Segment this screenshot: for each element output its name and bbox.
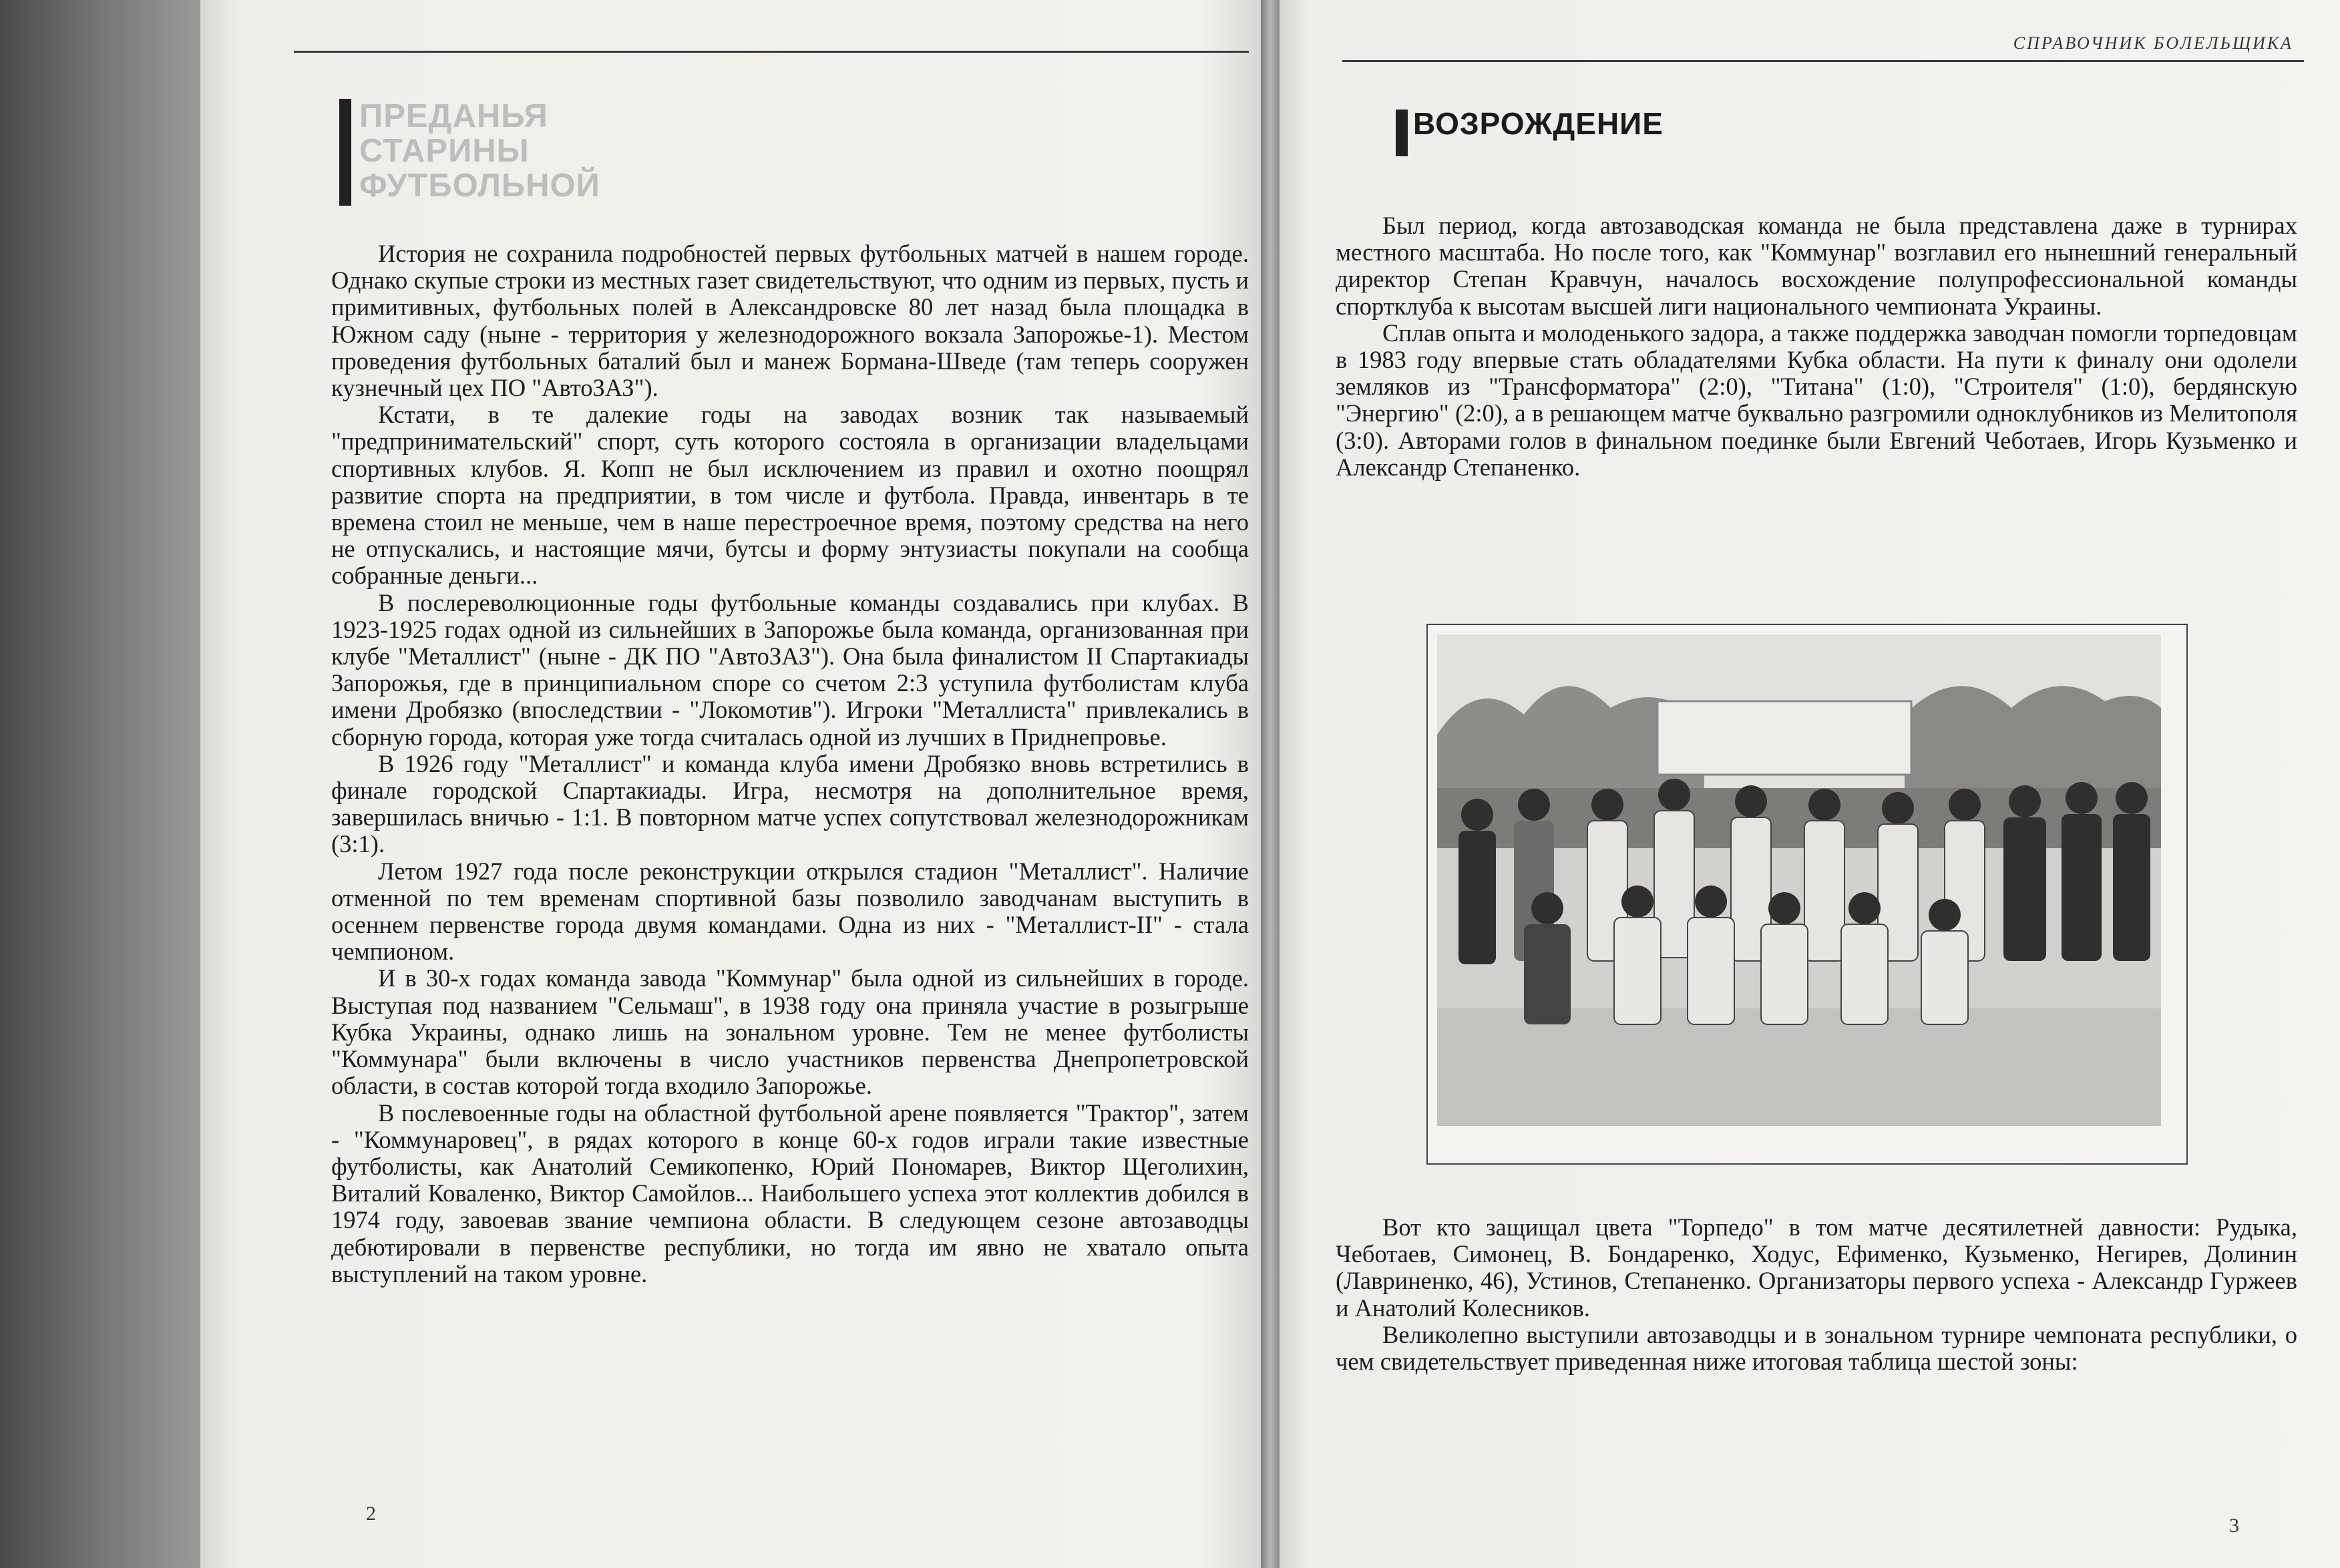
paragraph: Был период, когда автозаводская команда не была представлена даже в турнирах местного масштаба. Но после того, как "Коммунар" возглавил его нынешний генеральный директор Степан Кравчун, началось восхождение полупрофессиональной команды спортклуба к высотам высшей лиги национального чемпионата Украины.: [1336, 212, 2297, 320]
paragraph: В послевоенные годы на областной футбольной арене появляется "Трактор", затем - "Коммунаровец", в рядах которого в конце 60-х годов играли такие известные футболисты, как Анатолий Семикопенко, Юрий Пономарев, Виктор Щеголихин, Виталий Коваленко, Виктор Самойлов... Наибольшего успеха этот коллектив добился в 1974 году, завоевав звание чемпиона области. В следующем сезоне автозаводцы дебютировали в первенстве республики, но тогда им явно не хватало опыта выступлений на таком уровне.: [331, 1099, 1249, 1288]
book-gutter: [1261, 0, 1280, 1568]
paragraph: В послереволюционные годы футбольные команды создавались при клубах. В 1923-1925 годах одной из сильнейших в Запорожье была команда, организованная при клубе "Металлист" (ныне - ДК ПО "АвтоЗАЗ"). Она была финалистом II Спартакиады Запорожья, где в принципиальном споре со счетом 2:3 уступила футболистам клуба имени Дробязко (впоследствии - "Локомотив"). Игроки "Металлиста" привлекались в сборную города, которая уже тогда считалась одной из лучших в Приднепровье.: [331, 588, 1249, 751]
page-number-right: 3: [2229, 1515, 2239, 1537]
team-photo: [1437, 634, 2161, 1126]
paragraph: Великолепно выступили автозаводцы и в зональном турнире чемпоната республики, о чем свидетельствует приведенная ниже итоговая таблица шестой зоны:: [1336, 1320, 2297, 1376]
paragraph: История не сохранила подробностей первых футбольных матчей в нашем городе. Однако скупые строки из местных газет свидетельствуют, что одним из первых, пусть и примитивных, футбольных полей в Александровске 80 лет назад была площадка в Южном саду (ныне - территория у железнодорожного вокзала Запорожье-1). Местом проведения футбольных баталий был и манеж Бормана-Шведе (там теперь сооружен кузнечный цех ПО "АвтоЗАЗ").: [331, 240, 1249, 402]
paragraph: В 1926 году "Металлист" и команда клуба имени Дробязко вновь встретились в финале городской Спартакиады. Игра, несмотря на дополнительное время, завершилась вничью - 1:1. В повторном матче успех сопутствовал железнодорожникам (3:1).: [331, 749, 1249, 858]
paragraph: И в 30-х годах команда завода "Коммунар" была одной из сильнейших в городе. Выступая под названием "Сельмаш", в 1938 году она приняла участие в розыгрыше Кубка Украины, однако лишь на зональном уровне. Тем не менее футболисты "Коммунара" были включены в число участников первенства Днепропетровской области, в состав которой тогда входило Запорожье.: [331, 964, 1249, 1100]
paragraph: Кстати, в те далекие годы на заводах возник так называемый "предпринимательский" спорт, суть которого состояла в организации владельцами спортивных клубов. Я. Копп не был исключением из правил и охотно поощрял развитие спорта на предприятии, в том числе и футбола. Правда, инвентарь в те времена стоил не меньше, чем в наше перестроечное время, поэтому средства на него не отпускались, и настоящие мячи, бутсы и форму энтузиасты покупали на сообща собранные деньги...: [331, 401, 1249, 590]
article-column-right-bottom: [1336, 1214, 2297, 1375]
top-rule-left: [294, 51, 1249, 53]
article-column-left: [331, 240, 1249, 1288]
page-number-left: 2: [366, 1503, 376, 1525]
team-photo-frame: [1426, 624, 2188, 1165]
section-heading-left: [359, 99, 600, 203]
paragraph: Летом 1927 года после реконструкции открылся стадион "Металлист". Наличие отменной по тем временам спортивной базы позволило заводчанам выступить в осеннем первенстве города двумя командами. Одна из них - "Металлист-II" - стала чемпионом.: [331, 857, 1249, 966]
heading-marker-left: [339, 99, 351, 206]
paragraph: Сплав опыта и молоденького задора, а также поддержка заводчан помогли торпедовцам в 1983 году впервые стать обладателями Кубка области. На пути к финалу они одолели земляков из "Трансформатора" (2:0), "Титана" (1:0), "Строителя" (1:0), бердянскую "Энергию" (2:0), а в решающем матче буквально разгромили одноклубников из Мелитополя (3:0). Авторами голов в финальном поединке были Евгений Чеботаев, Игорь Кузьменко и Александр Степаненко.: [1336, 319, 2297, 481]
section-heading-right: ВОЗРОЖДЕНИЕ: [1413, 106, 1664, 141]
heading-line: ПРЕДАНЬЯ: [359, 98, 548, 134]
heading-marker-right: [1396, 110, 1408, 156]
binding-shadow: [0, 0, 200, 1568]
article-column-right-top: [1336, 212, 2297, 481]
heading-line: СТАРИНЫ: [359, 133, 530, 169]
heading-line: ФУТБОЛЬНОЙ: [359, 168, 600, 204]
running-header: СПРАВОЧНИК БОЛЕЛЬЩИКА: [2013, 33, 2293, 53]
top-rule-right: [1342, 60, 2304, 62]
paragraph: Вот кто защищал цвета "Торпедо" в том матче десятилетней давности: Рудыка, Чеботаев, Симонец, В. Бондаренко, Ходус, Ефименко, Кузьменко, Негирев, Долинин (Лавриненко, 46), Устинов, Степаненко. Организаторы первого успеха - Александр Гуржеев и Анатолий Колесников.: [1336, 1213, 2297, 1322]
